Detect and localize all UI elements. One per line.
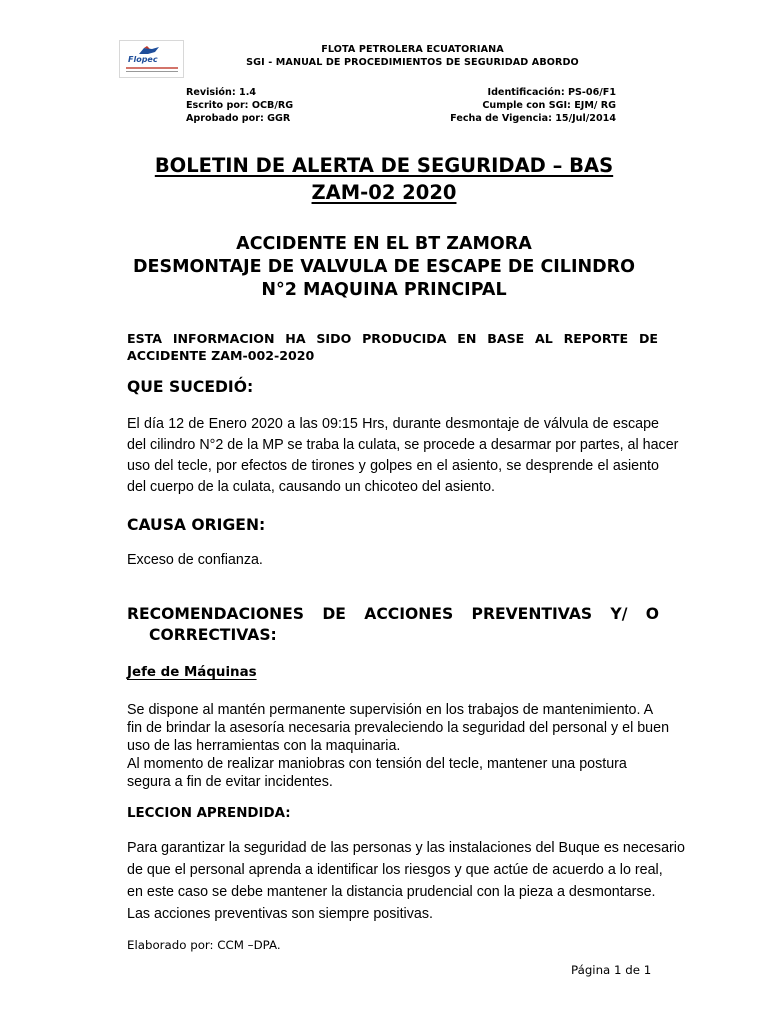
- header-manual: SGI - MANUAL DE PROCEDIMIENTOS DE SEGURIDAD ABORDO: [246, 57, 579, 68]
- leccion-body: [127, 837, 685, 925]
- recomendaciones-line: segura a fin de evitar incidentes.: [127, 774, 333, 790]
- recomendaciones-heading: [127, 604, 659, 646]
- recomendaciones-line: Se dispone al mantén permanente supervisión en los trabajos de mantenimiento. A: [127, 702, 654, 718]
- fecha-vigencia: Fecha de Vigencia: 15/Jul/2014: [450, 113, 616, 124]
- header-meta-right: [450, 86, 616, 125]
- info-line1: ESTA INFORMACION HA SIDO PRODUCIDA EN BASE AL REPORTE DE: [127, 331, 658, 346]
- leccion-line: de que el personal aprenda a identificar los riesgos y que actúe de acuerdo a lo real,: [127, 862, 663, 878]
- header-org: FLOTA PETROLERA ECUATORIANA: [321, 44, 504, 55]
- recomendaciones-line: uso de las herramientas con la maquinaria.: [127, 738, 401, 754]
- que-sucedio-line: El día 12 de Enero 2020 a las 09:15 Hrs, durante desmontaje de válvula de escape: [127, 416, 659, 432]
- header-meta-left: [186, 86, 293, 125]
- identificacion: Identificación: PS-06/F1: [487, 87, 616, 98]
- revision: Revisión: 1.4: [186, 87, 257, 98]
- page-number: Página 1 de 1: [571, 963, 652, 977]
- jefe-maquinas-heading: Jefe de Máquinas: [127, 665, 257, 680]
- elaborado-por: Elaborado por: CCM –DPA.: [127, 938, 281, 952]
- que-sucedio-line: del cuerpo de la culata, causando un chicoteo del asiento.: [127, 479, 496, 495]
- recomendaciones-line: Al momento de realizar maniobras con tensión del tecle, mantener una postura: [127, 756, 627, 772]
- logo-divider-thin: [126, 71, 178, 72]
- recomendaciones-line1: RECOMENDACIONES DE ACCIONES PREVENTIVAS Y/ O: [127, 605, 659, 623]
- causa-heading: CAUSA ORIGEN:: [127, 516, 266, 534]
- leccion-heading: LECCION APRENDIDA:: [127, 806, 291, 821]
- que-sucedio-body: [127, 414, 679, 498]
- que-sucedio-line: uso del tecle, por efectos de tirones y golpes en el asiento, se desprende el asiento: [127, 458, 659, 474]
- bulletin-title-text1: BOLETIN DE ALERTA DE SEGURIDAD – BAS: [154, 154, 614, 177]
- flopec-logo: [119, 40, 184, 78]
- que-sucedio-line: del cilindro N°2 de la MP se traba la culata, se procede a desarmar por partes, al hacer: [127, 437, 679, 453]
- leccion-line: Las acciones preventivas son siempre positivas.: [127, 906, 433, 922]
- aprobado-por: Aprobado por: GGR: [186, 113, 291, 124]
- logo-text: Flopec: [128, 55, 158, 64]
- recomendaciones-line2: CORRECTIVAS:: [149, 626, 277, 644]
- recomendaciones-line: fin de brindar la asesoría necesaria prevaleciendo la seguridad del personal y el buen: [127, 720, 670, 736]
- bulletin-title-line1: [0, 153, 768, 179]
- causa-text: Exceso de confianza.: [127, 552, 263, 568]
- info-line2: ACCIDENTE ZAM-002-2020: [127, 348, 315, 363]
- info-paragraph: [127, 330, 658, 364]
- subtitle-line2: DESMONTAJE DE VALVULA DE ESCAPE DE CILINDRO: [133, 257, 635, 277]
- cumple-sgi: Cumple con SGI: EJM/ RG: [482, 100, 616, 111]
- leccion-line: Para garantizar la seguridad de las personas y las instalaciones del Buque es necesario: [127, 840, 685, 856]
- recomendaciones-body: [127, 701, 669, 791]
- leccion-line: en este caso se debe mantener la distancia prudencial con la pieza a desmontarse.: [127, 884, 656, 900]
- subtitle-line3: N°2 MAQUINA PRINCIPAL: [261, 280, 507, 300]
- que-sucedio-heading: QUE SUCEDIÓ:: [127, 378, 254, 396]
- subtitle-line1: ACCIDENTE EN EL BT ZAMORA: [236, 234, 532, 254]
- logo-divider: [126, 67, 178, 69]
- escrito-por: Escrito por: OCB/RG: [186, 100, 294, 111]
- bulletin-title-text2: ZAM-02 2020: [311, 181, 457, 204]
- bulletin-title-line2: [0, 180, 768, 206]
